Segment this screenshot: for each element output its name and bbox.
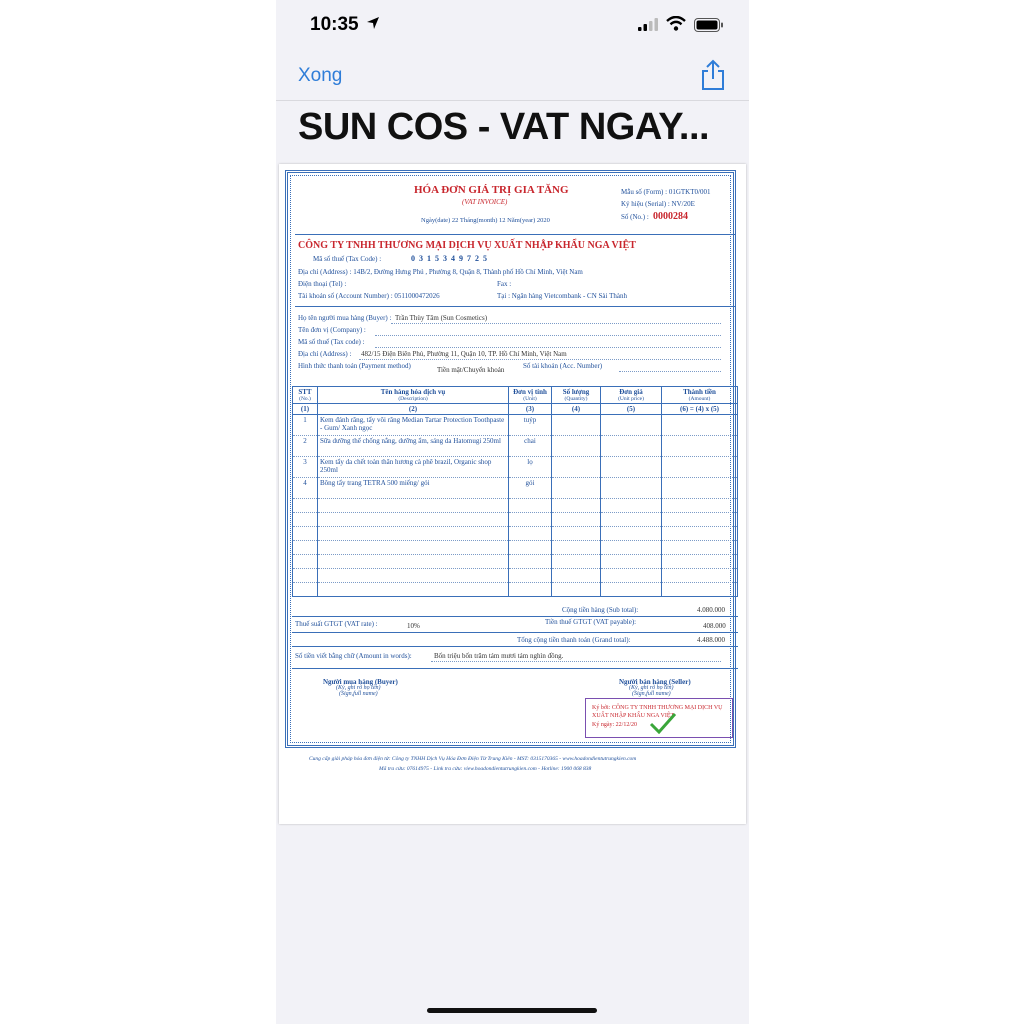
subtotal-value: 4.080.000: [697, 606, 725, 614]
document-title: SUN COS - VAT NGAY...: [298, 106, 710, 148]
divider: [295, 234, 735, 235]
empty-table-row: [293, 569, 738, 583]
invoice-no-label: Số (No.) :: [621, 213, 649, 221]
status-bar: [276, 0, 749, 52]
header-quantity: Số lượng (Quantity): [552, 387, 601, 404]
seller-tax-code: 0 3 1 5 3 4 9 7 2 5: [411, 254, 488, 263]
vat-payable-label: Tiền thuế GTGT (VAT payable):: [545, 618, 637, 626]
invoice-title: HÓA ĐƠN GIÁ TRỊ GIA TĂNG: [414, 184, 569, 196]
amount-words-value: Bốn triệu bốn trăm tám mươi tám nghìn đồng.: [434, 652, 564, 660]
empty-table-row: [293, 555, 738, 569]
cellular-signal-icon: [638, 18, 658, 31]
empty-table-row: [293, 583, 738, 597]
vat-rate-label: Thuế suất GTGT (VAT rate) :: [295, 620, 378, 628]
table-row: 2 Sữa dưỡng thể chống nắng, dưỡng ẩm, sáng da Hatomugi 250ml chai: [293, 436, 738, 457]
payment-method-label: Hình thức thanh toán (Payment method): [298, 362, 411, 370]
seller-signature-sub1: (Ký, ghi rõ họ tên): [629, 685, 674, 691]
done-button[interactable]: Xong: [298, 65, 343, 86]
buyer-company-label: Tên đơn vị (Company) :: [298, 326, 366, 334]
buyer-account-label: Số tài khoản (Acc. Number): [523, 362, 603, 370]
table-row: 3 Kem tẩy da chết toàn thân hương cà phê brazil, Organic shop 250ml lọ: [293, 457, 738, 478]
grand-total-label: Tổng cộng tiền thanh toán (Grand total):: [517, 636, 631, 644]
items-table: [292, 386, 738, 597]
grand-total-value: 4.488.000: [697, 636, 725, 644]
header-amount: Thành tiền (Amount): [662, 387, 738, 404]
signature-check-icon: [649, 712, 677, 734]
location-arrow-icon: [366, 16, 380, 30]
vat-rate-value: 10%: [407, 622, 420, 630]
header-unit-price: Đơn giá (Unit price): [601, 387, 662, 404]
invoice-subtitle: (VAT INVOICE): [462, 198, 508, 206]
serial-number: Ký hiệu (Serial) : NV/20E: [621, 200, 695, 208]
buyer-signature-title: Người mua hàng (Buyer): [323, 678, 398, 686]
seller-bank: Tại : Ngân hàng Vietcombank - CN Sài Thành: [497, 292, 627, 300]
seller-tax-label: Mã số thuế (Tax Code) :: [313, 255, 382, 263]
seller-account: Tài khoản số (Account Number) : 0511000472026: [298, 292, 440, 300]
seller-address: Địa chỉ (Address) : 14B/2, Đường Hưng Phú , Phường 8, Quận 8, Thành phố Hồ Chí Minh, Việt Nam: [298, 268, 583, 276]
status-time: 10:35: [310, 14, 359, 35]
vat-payable-value: 408.000: [703, 622, 726, 630]
seller-signature-title: Người bán hàng (Seller): [619, 678, 691, 686]
buyer-address-value: 482/15 Điện Biên Phủ, Phường 11, Quận 10, TP. Hồ Chí Minh, Việt Nam: [361, 350, 567, 358]
footer-lookup: Mã tra cứu: 07614975 - Link tra cứu: view.hoadondientutrungkien.com - Hotline: 1900 068 838: [379, 766, 592, 772]
buyer-signature-sub2: (Sign,full name): [339, 691, 378, 697]
buyer-name-label: Họ tên người mua hàng (Buyer) :: [298, 314, 392, 322]
buyer-signature-sub1: (Ký, ghi rõ họ tên): [336, 685, 381, 691]
invoice-document[interactable]: [279, 164, 746, 824]
home-indicator[interactable]: [427, 1008, 597, 1013]
empty-table-row: [293, 527, 738, 541]
payment-method-value: Tiền mặt/Chuyển khoản: [437, 366, 505, 374]
seller-fax: Fax :: [497, 280, 512, 288]
phone-screen: [276, 0, 749, 1024]
header-description: Tên hàng hóa dịch vụ (Description): [318, 387, 509, 404]
empty-table-row: [293, 513, 738, 527]
wifi-icon: [666, 16, 686, 31]
header-no: STT (No.): [293, 387, 318, 404]
seller-tel: Điện thoại (Tel) :: [298, 280, 347, 288]
footer-provider: Cung cấp giải pháp hóa đơn điện tử: Công ty TNHH Dịch Vụ Hóa Đơn Điện Tử Trung Kiên - MST: 0315170365 - www.hoadondientutrungkien.com: [309, 756, 637, 762]
share-icon[interactable]: [700, 59, 726, 91]
form-number: Mẫu số (Form) : 01GTKT0/001: [621, 188, 711, 196]
divider: [295, 306, 735, 307]
table-row: 1 Kem đánh răng, tẩy vôi răng Median Tartar Protection Toothpaste - Gum/ Xanh ngọc tuýp: [293, 415, 738, 436]
empty-table-row: [293, 499, 738, 513]
signed-by-text: Ký bởi: CÔNG TY TNHH THƯƠNG MẠI DỊCH VỤ XUẤT NHẬP KHẨU NGA VIỆT: [592, 705, 723, 719]
invoice-date: Ngày(date) 22 Tháng(month) 12 Năm(year) 2020: [421, 217, 550, 224]
subtotal-label: Cộng tiền hàng (Sub total):: [562, 606, 639, 614]
table-row: 4 Bông tẩy trang TETRA 500 miếng/ gói gói: [293, 478, 738, 499]
seller-name: CÔNG TY TNHH THƯƠNG MẠI DỊCH VỤ XUẤT NHẬP KHẨU NGA VIỆT: [298, 240, 636, 251]
buyer-name-value: Trần Thùy Tâm (Sun Cosmetics): [395, 314, 488, 322]
header-unit: Đơn vị tính (Unit): [509, 387, 552, 404]
nav-bar: [276, 52, 749, 101]
buyer-tax-label: Mã số thuế (Tax code) :: [298, 338, 365, 346]
battery-icon: [694, 18, 724, 32]
empty-table-row: [293, 541, 738, 555]
invoice-no-value: 0000284: [653, 211, 688, 222]
seller-signature-sub2: (Sign,full name): [632, 691, 671, 697]
table-header-row: [293, 387, 738, 404]
signed-date-text: Ký ngày: 22/12/20: [592, 722, 637, 728]
column-number-row: (1) (2) (3) (4) (5) (6) = (4) x (5): [293, 404, 738, 415]
amount-words-label: Số tiền viết bằng chữ (Amount in words):: [295, 652, 412, 660]
buyer-address-label: Địa chỉ (Address) :: [298, 350, 352, 358]
